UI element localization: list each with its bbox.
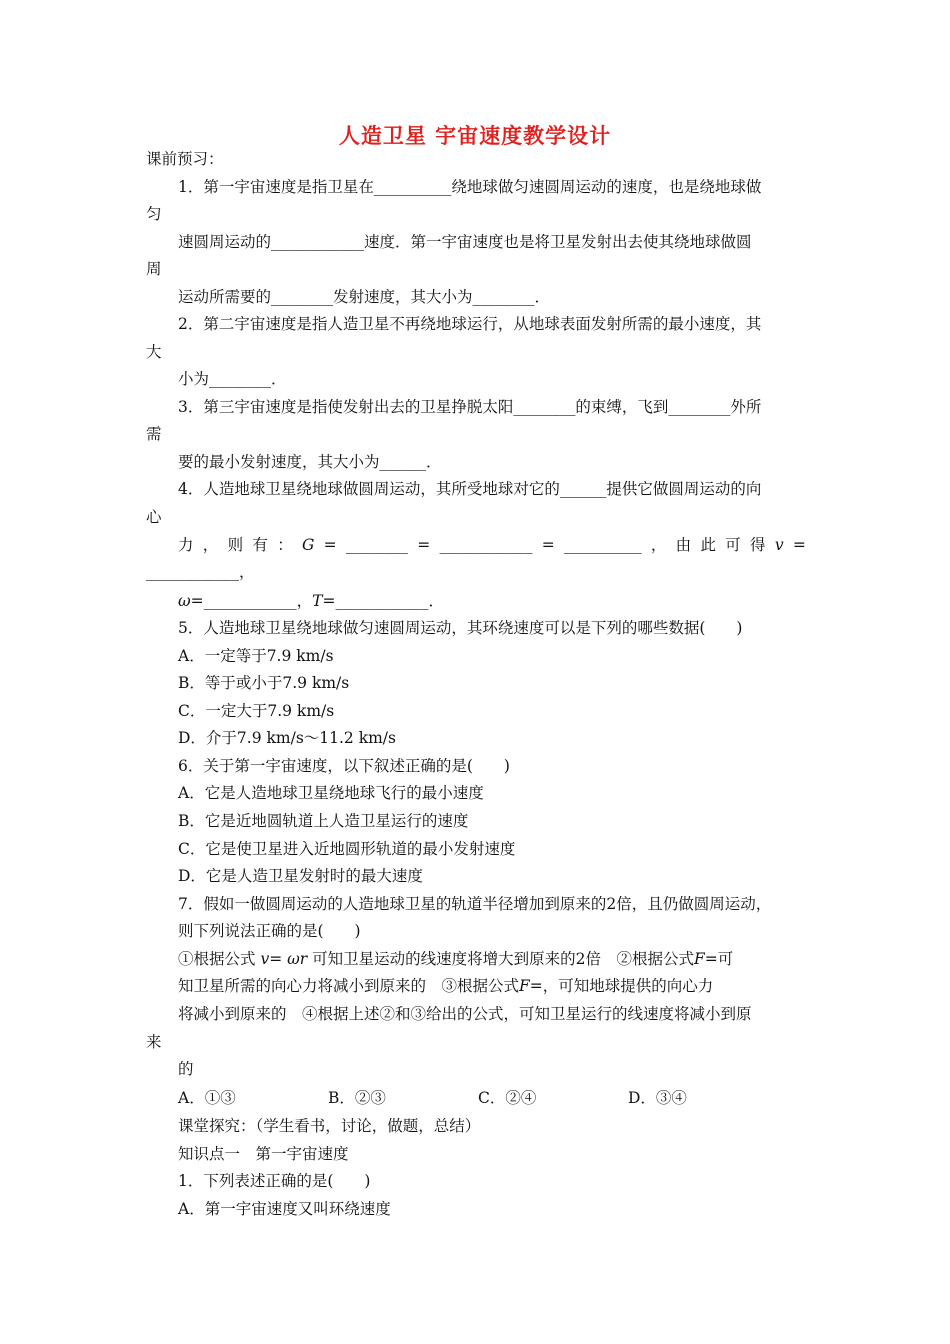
question-3-line-1: 3．第三宇宙速度是指使发射出去的卫星挣脱太阳________的束缚，飞到________外所 [178,398,762,416]
question-1-line-5: 运动所需要的________发射速度，其大小为________． [178,288,551,306]
knowledge-question-1-option-a: A．第一宇宙速度又叫环绕速度 [178,1200,391,1218]
question-5-option-c: C．一定大于7.9 km/s [178,702,335,720]
question-4-formula-line: 力 ， 则 有 ： G = ________ = ____________ = __________ ， 由 此 可 得 v = [178,536,806,554]
question-4-line-5: ω=____________，T=____________． [178,592,444,610]
question-3-line-3: 要的最小发射速度，其大小为______． [178,453,442,471]
question-7-line-1: 7．假如一做圆周运动的人造地球卫星的轨道半径增加到原来的2倍，且仍做圆周运动， [178,895,772,913]
question-6-stem: 6．关于第一宇宙速度，以下叙述正确的是( ) [178,757,510,775]
knowledge-question-1-stem: 1．下列表述正确的是( ) [178,1172,371,1190]
question-2-line-3: 小为________． [178,370,287,388]
question-4-line-4: ____________， [146,563,255,581]
question-5-option-a: A．一定等于7.9 km/s [178,647,334,665]
question-7-option-d: D．③④ [628,1089,687,1107]
knowledge-point-heading: 知识点一 第一宇宙速度 [178,1145,349,1163]
section-heading-class: 课堂探究：（学生看书，讨论，做题，总结） [178,1117,481,1135]
question-6-option-c: C．它是使卫星进入近地圆形轨道的最小发射速度 [178,840,516,858]
question-7-line-5: 将减小到原来的 ④根据上述②和③给出的公式，可知卫星运行的线速度将减小到原 [178,1005,752,1023]
question-7-option-b: B．②③ [328,1089,386,1107]
question-6-option-d: D．它是人造卫星发射时的最大速度 [178,867,423,885]
question-5-option-b: B．等于或小于7.9 km/s [178,674,350,692]
question-1-line-3: 速圆周运动的____________速度．第一宇宙速度也是将卫星发射出去使其绕地球做圆 [178,233,752,251]
question-7-option-a: A．①③ [178,1089,236,1107]
question-7-line-7: 的 [178,1060,194,1078]
question-7-line-3: ①根据公式 v= ωr 可知卫星运动的线速度将增大到原来的2倍 ②根据公式F=可 [178,950,734,968]
question-2-line-2: 大 [146,343,162,361]
question-7-line-6: 来 [146,1033,162,1051]
question-4-line-2: 心 [146,508,162,526]
document-title: 人造卫星 宇宙速度教学设计 [338,123,612,148]
question-3-line-2: 需 [146,425,162,443]
question-1-line-4: 周 [146,260,162,278]
question-6-option-a: A．它是人造地球卫星绕地球飞行的最小速度 [178,784,484,802]
question-4-line-1: 4．人造地球卫星绕地球做圆周运动，其所受地球对它的______提供它做圆周运动的向 [178,480,762,498]
question-2-line-1: 2．第二宇宙速度是指人造卫星不再绕地球运行，从地球表面发射所需的最小速度，其 [178,315,762,333]
question-1-line-1: 1．第一宇宙速度是指卫星在__________绕地球做匀速圆周运动的速度，也是绕地球做 [178,178,762,196]
question-5-option-d: D．介于7.9 km/s～11.2 km/s [178,729,396,747]
question-7-option-c: C．②④ [478,1089,537,1107]
question-5-stem: 5．人造地球卫星绕地球做匀速圆周运动，其环绕速度可以是下列的哪些数据( ) [178,619,743,637]
question-1-line-2: 匀 [146,205,162,223]
question-7-line-4: 知卫星所需的向心力将减小到原来的 ③根据公式F=，可知地球提供的向心力 [178,977,714,995]
question-7-options [178,1088,778,1108]
section-heading-preview: 课前预习： [146,150,224,168]
question-6-option-b: B．它是近地圆轨道上人造卫星运行的速度 [178,812,469,830]
question-7-line-2: 则下列说法正确的是( ) [178,922,361,940]
